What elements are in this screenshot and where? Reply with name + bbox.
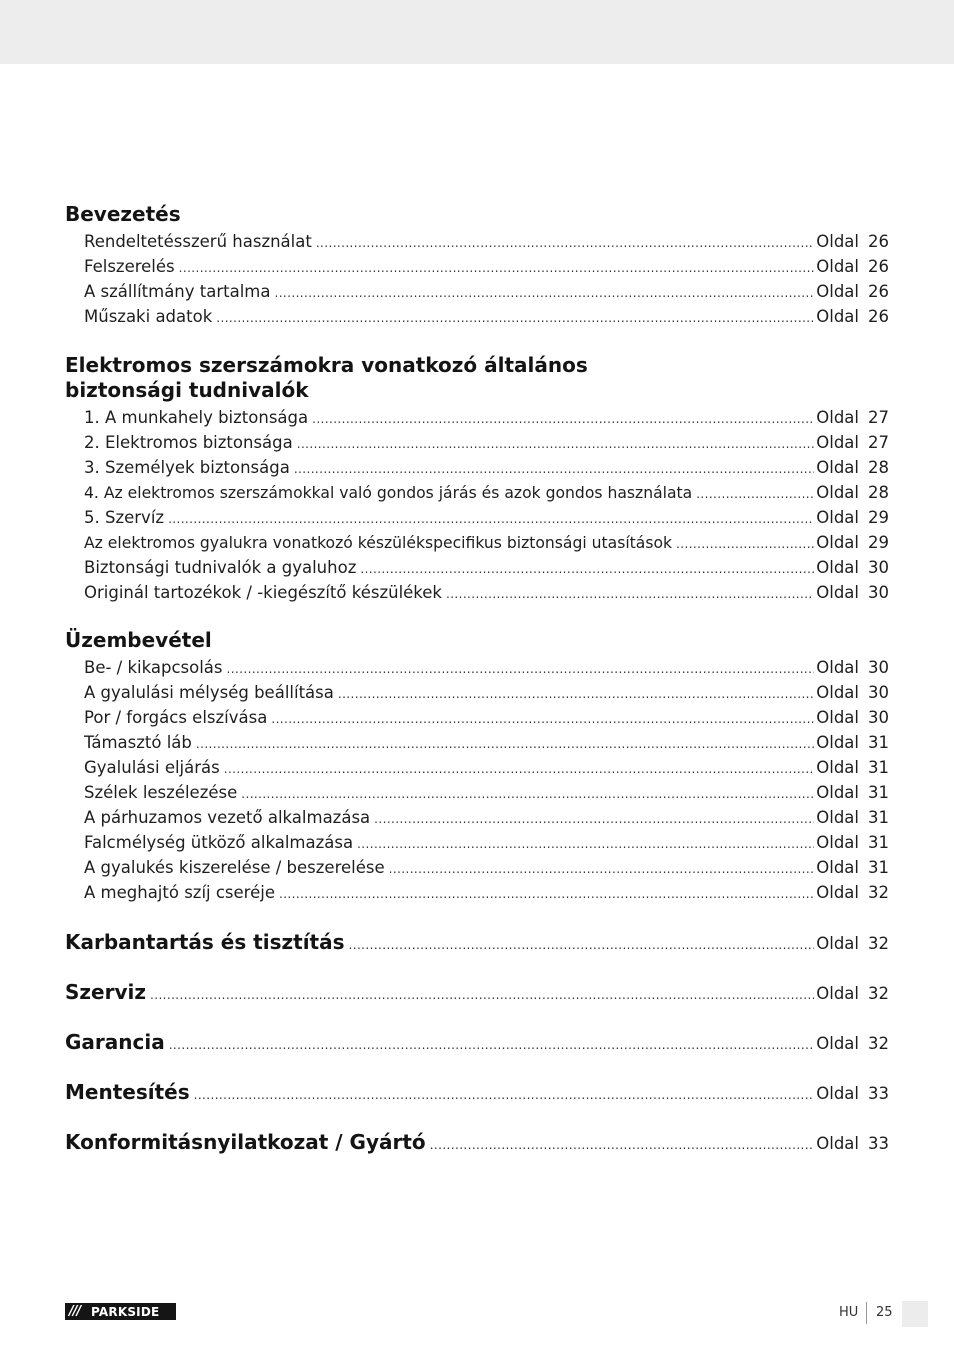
leader-dots [374,807,814,832]
logo-text: PARKSIDE [91,1304,160,1319]
toc-entry-page [816,229,889,254]
toc-entry[interactable] [84,430,889,455]
toc-entry-page [816,555,889,580]
leader-dots [241,782,814,807]
toc-entry-label: 2. Elektromos biztonsága [84,433,293,452]
toc-entry-label: 5. Szervíz [84,508,165,527]
section-title-bevezetes: Bevezetés [65,202,181,226]
page-word: Oldal [816,858,859,877]
leader-dots [196,732,814,757]
page-number-footer: 25 [876,1305,893,1320]
toc-entry[interactable] [84,555,889,580]
section-title-uzembevetel: Üzembevétel [65,628,212,652]
toc-entry-page [816,505,889,530]
toc-entry[interactable] [84,480,889,505]
toc-entry-label: Rendeltetésszerű használat [84,232,312,251]
leader-dots [297,432,815,457]
toc-entry-page [816,1131,889,1156]
toc-entry[interactable] [84,254,889,279]
page-number: 26 [868,307,889,326]
page-number: 32 [868,1034,889,1053]
page-number: 31 [868,783,889,802]
page-word: Oldal [816,583,859,602]
page-number: 32 [868,883,889,902]
page-word: Oldal [816,558,859,577]
leader-dots [224,757,815,782]
toc-entry-label: A gyalulási mélység beállítása [84,683,334,702]
page-number: 26 [868,282,889,301]
page-word: Oldal [816,808,859,827]
toc-entry[interactable] [84,880,889,905]
toc-entry[interactable] [84,755,889,780]
toc-entry[interactable] [84,780,889,805]
toc-entry-label: Falcmélység ütköző alkalmazása [84,833,354,852]
page-word: Oldal [816,232,859,251]
leader-dots [696,482,814,507]
toc-main-entry[interactable] [65,980,889,1005]
toc-main-entry-label: Mentesítés [65,1080,190,1104]
toc-main-entry[interactable] [65,1130,889,1155]
page-word: Oldal [816,257,859,276]
toc-entry[interactable] [84,855,889,880]
page-number: 33 [868,1134,889,1153]
page-number: 27 [868,433,889,452]
toc-entry-page [816,455,889,480]
toc-entry-page [816,981,889,1006]
leader-dots [150,983,814,1008]
parkside-logo [65,1303,176,1320]
toc-entry[interactable] [84,279,889,304]
page-number: 29 [868,533,889,552]
toc-entry-label: Por / forgács elszívása [84,708,268,727]
toc-main-entry[interactable] [65,1080,889,1105]
toc-entry[interactable] [84,655,889,680]
leader-dots [316,231,814,256]
toc-entry-page [816,254,889,279]
leader-dots [430,1133,815,1158]
toc-entry[interactable] [84,304,889,329]
toc-entry[interactable] [84,229,889,254]
page-word: Oldal [816,307,859,326]
page-word: Oldal [816,733,859,752]
page-word: Oldal [816,833,859,852]
header-band [0,0,954,64]
page-number: 32 [868,934,889,953]
toc-entry-page [816,405,889,430]
toc-entry-label: 3. Személyek biztonsága [84,458,290,477]
page-word: Oldal [816,1134,859,1153]
leader-dots [279,882,814,907]
toc-entry[interactable] [84,505,889,530]
toc-entry-page [816,755,889,780]
page-number: 28 [868,483,889,502]
page-word: Oldal [816,282,859,301]
toc-entry-page [816,430,889,455]
section-title-biztonsag-line2: biztonsági tudnivalók [65,378,309,402]
toc-main-entry-label: Karbantartás és tisztítás [65,930,345,954]
page-number: 31 [868,758,889,777]
page-number: 31 [868,808,889,827]
toc-main-entry-label: Szerviz [65,980,147,1004]
leader-dots [360,557,814,582]
toc-entry-label: Felszerelés [84,257,175,276]
toc-entry-label: Gyalulási eljárás [84,758,220,777]
toc-entry[interactable] [84,405,889,430]
leader-dots [275,281,815,306]
leader-dots [446,582,814,607]
toc-entry-label: Támasztó láb [84,733,192,752]
toc-entry-page [816,580,889,605]
toc-entry-page [816,304,889,329]
toc-entry-page [816,830,889,855]
page-word: Oldal [816,1084,859,1103]
page-word: Oldal [816,1034,859,1053]
leader-dots [389,857,815,882]
toc-entry[interactable] [84,530,889,555]
leader-dots [194,1083,815,1108]
leader-dots [312,407,814,432]
leader-dots [168,507,814,532]
page-number: 32 [868,984,889,1003]
page-word: Oldal [816,533,859,552]
toc-entry-label: A gyalukés kiszerelése / beszerelése [84,858,385,877]
toc-entry-page [816,730,889,755]
page-number: 30 [868,558,889,577]
page-number: 31 [868,858,889,877]
page-number: 29 [868,508,889,527]
toc-entry-page [816,530,889,555]
page-word: Oldal [816,934,859,953]
page-number: 28 [868,458,889,477]
leader-dots [169,1033,815,1058]
leader-dots [349,933,815,958]
page-number: 30 [868,683,889,702]
page-number: 30 [868,583,889,602]
page-number: 27 [868,408,889,427]
leader-dots [338,682,814,707]
page-number: 31 [868,733,889,752]
toc-entry-label: Be- / kikapcsolás [84,658,223,677]
leader-dots [179,256,815,281]
page-word: Oldal [816,708,859,727]
toc-entry-label: 1. A munkahely biztonsága [84,408,309,427]
leader-dots [357,832,814,857]
leader-dots [271,707,814,732]
page-tab-marker [902,1301,928,1327]
page-number: 30 [868,658,889,677]
page-number: 31 [868,833,889,852]
toc-entry-page [816,680,889,705]
page-word: Oldal [816,433,859,452]
toc-entry[interactable] [84,830,889,855]
page-word: Oldal [816,758,859,777]
page-word: Oldal [816,984,859,1003]
page-word: Oldal [816,883,859,902]
toc-entry-page [816,931,889,956]
toc-entry[interactable] [84,680,889,705]
toc-main-entry-label: Konformitásnyilatkozat / Gyártó [65,1130,426,1154]
page-word: Oldal [816,458,859,477]
leader-dots [676,532,814,557]
toc-entry[interactable] [84,730,889,755]
toc-entry-page [816,1081,889,1106]
toc-entry-label: Az elektromos gyalukra vonatkozó készülékspecifikus biztonsági utasítások [84,534,673,552]
page-word: Oldal [816,408,859,427]
toc-main-entry[interactable] [65,1030,889,1055]
toc-entry-label: A meghajtó szíj cseréje [84,883,275,902]
toc-entry[interactable] [84,805,889,830]
footer-divider [866,1302,867,1324]
toc-entry[interactable] [84,455,889,480]
page-word: Oldal [816,783,859,802]
toc-entry-page [816,279,889,304]
page-number: 26 [868,232,889,251]
toc-entry-page [816,480,889,505]
logo-slashes: /// [69,1304,81,1319]
toc-entry-page [816,805,889,830]
page-word: Oldal [816,508,859,527]
toc-main-entry[interactable] [65,930,889,955]
toc-entry-page [816,855,889,880]
language-code: HU [839,1305,859,1320]
toc-entry-label: Originál tartozékok / -kiegészítő készülékek [84,583,442,602]
toc-entry-page [816,655,889,680]
leader-dots [227,657,815,682]
toc-entry-label: Műszaki adatok [84,307,213,326]
toc-entry-page [816,1031,889,1056]
toc-entry-label: Biztonsági tudnivalók a gyaluhoz [84,558,357,577]
toc-entry-page [816,705,889,730]
toc-entry-label: Szélek leszélezése [84,783,238,802]
page-number: 26 [868,257,889,276]
page-number: 33 [868,1084,889,1103]
toc-entry-page [816,780,889,805]
leader-dots [294,457,814,482]
toc-entry-page [816,880,889,905]
page-word: Oldal [816,658,859,677]
toc-entry-label: A szállítmány tartalma [84,282,271,301]
page-word: Oldal [816,483,859,502]
section-title-biztonsag-line1: Elektromos szerszámokra vonatkozó általános [65,353,588,377]
page-number: 30 [868,708,889,727]
toc-entry[interactable] [84,580,889,605]
leader-dots [216,306,814,331]
toc-main-entry-label: Garancia [65,1030,165,1054]
toc-entry-label: 4. Az elektromos szerszámokkal való gondos járás és azok gondos használata [84,484,693,502]
toc-entry-label: A párhuzamos vezető alkalmazása [84,808,371,827]
toc-entry[interactable] [84,705,889,730]
page-word: Oldal [816,683,859,702]
